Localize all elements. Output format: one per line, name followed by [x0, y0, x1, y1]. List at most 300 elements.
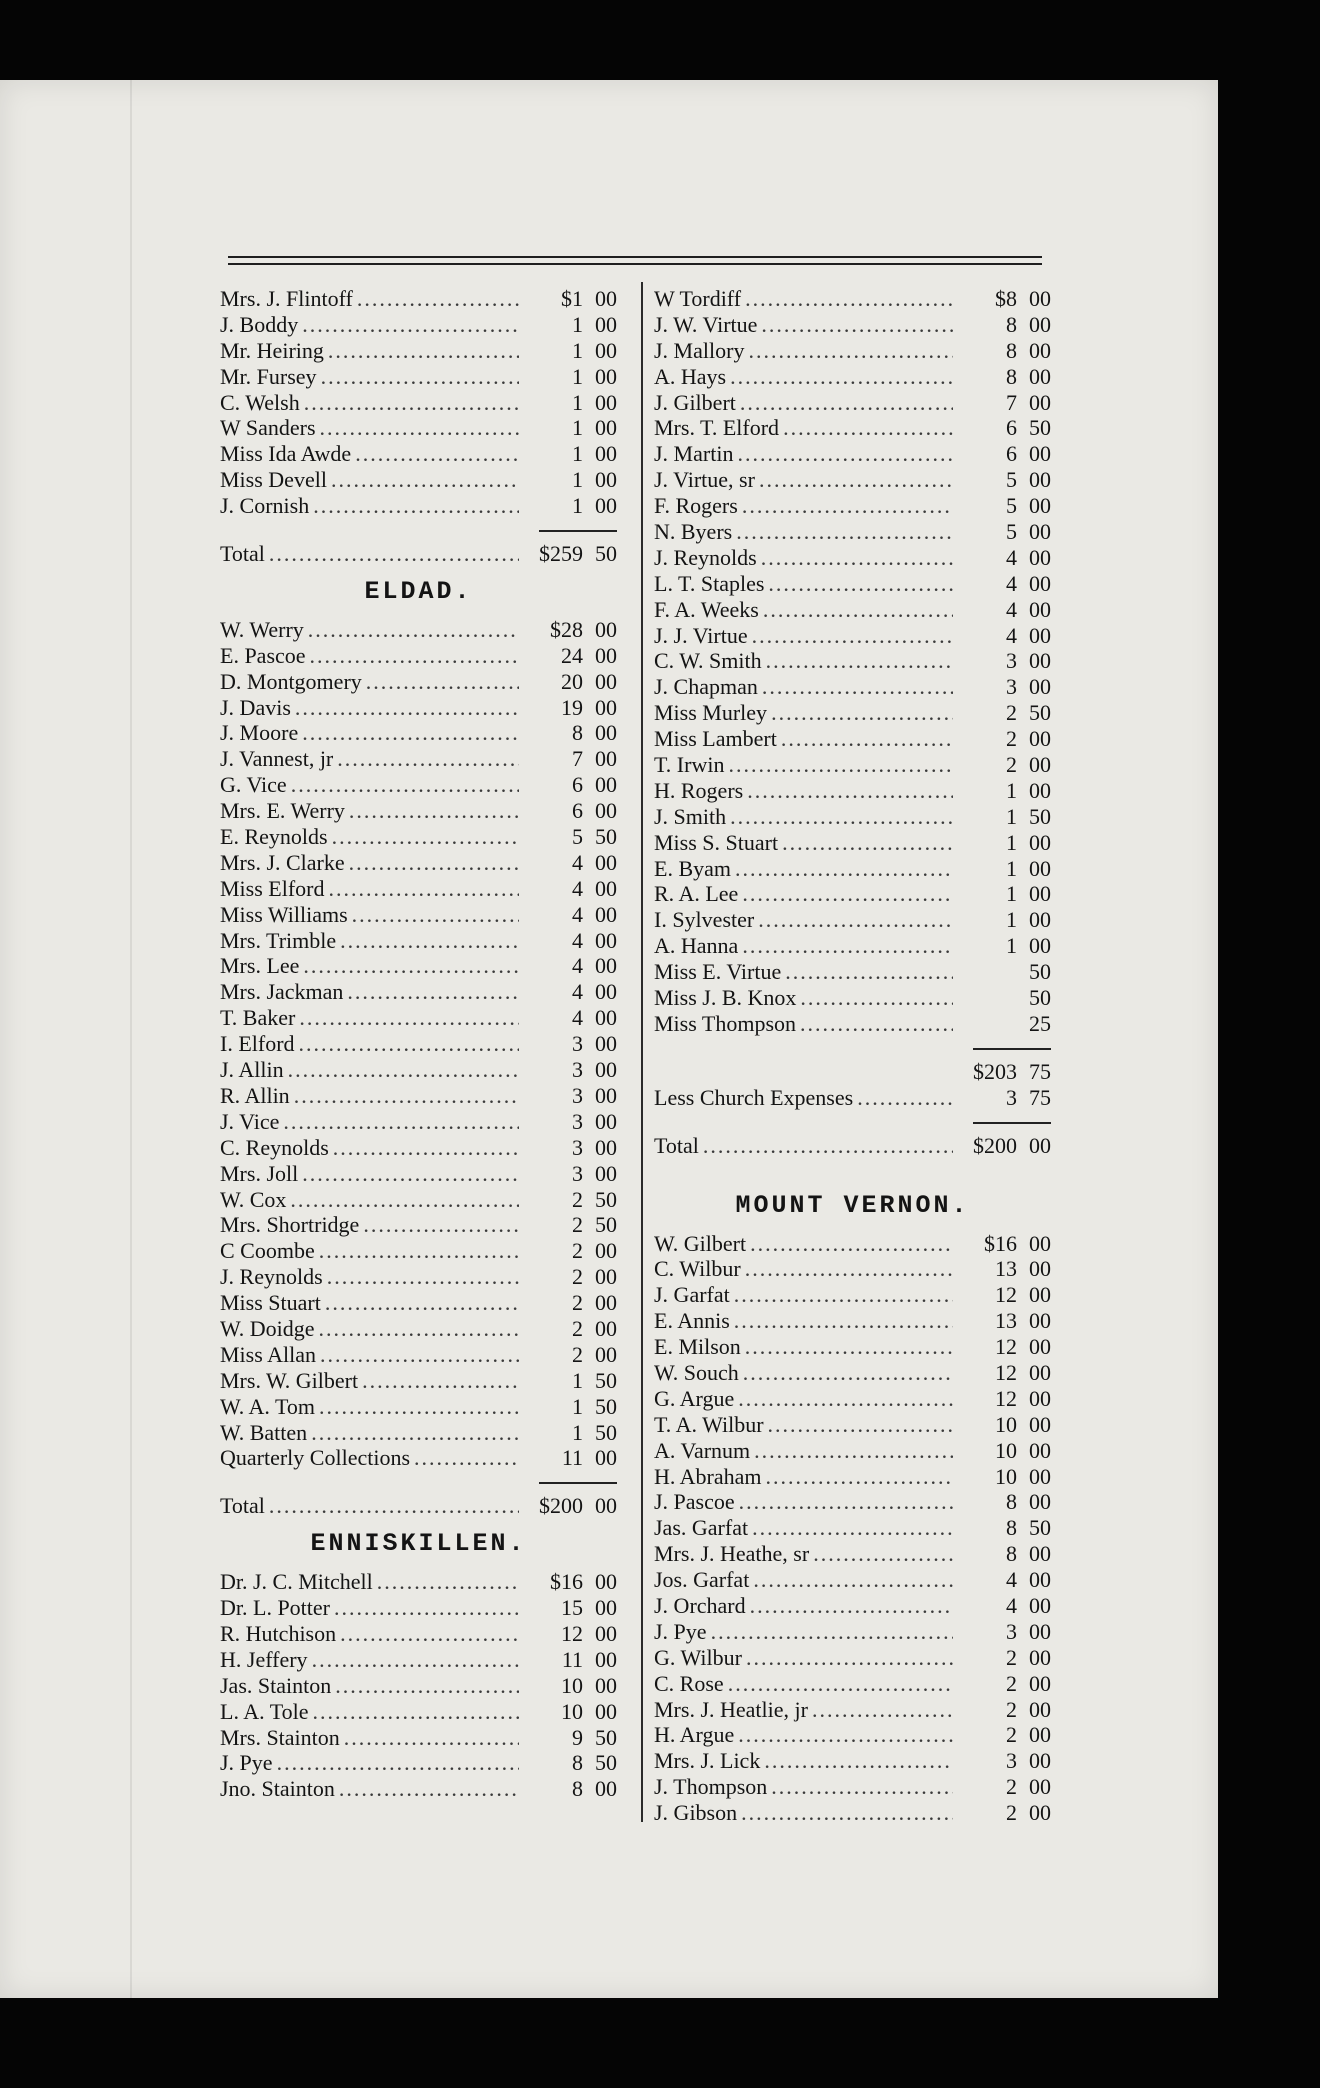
dot-leader: [759, 467, 953, 493]
amount-cents: 00: [1029, 674, 1051, 700]
subscriber-row: [654, 1541, 1051, 1567]
subscriber-name: W. Werry: [220, 616, 304, 642]
amount-cents: 00: [595, 286, 617, 311]
dot-leader: [321, 364, 519, 390]
amount-cents: 00: [1029, 1541, 1051, 1567]
amount-dollars: 4: [1006, 1592, 1017, 1618]
amount-dollars: 10: [995, 1437, 1017, 1463]
dot-leader: [745, 286, 953, 312]
dot-leader: [355, 441, 519, 467]
amount-dollars: 15: [561, 1595, 583, 1621]
subscriber-row: [220, 1083, 617, 1109]
subscriber-name: Mrs. W. Gilbert: [220, 1367, 359, 1393]
dot-leader: [783, 415, 953, 441]
dot-leader: [747, 778, 953, 804]
total-row: [220, 1493, 617, 1519]
subtotal-dollars: $203: [973, 1058, 1017, 1084]
subscriber-row: [654, 674, 1051, 700]
dot-leader: [766, 648, 953, 674]
amount-dollars: 7: [1006, 389, 1017, 415]
amount-cents: 00: [1029, 467, 1051, 493]
dot-leader: [283, 1109, 519, 1135]
dot-leader: [357, 286, 519, 312]
dot-leader: [730, 364, 953, 390]
amount-dollars: 19: [561, 694, 583, 720]
subscriber-name: J. Chapman: [654, 674, 758, 700]
dot-leader: [340, 928, 519, 954]
subscriber-row: [654, 623, 1051, 649]
amount-cents: 00: [595, 1315, 617, 1341]
dot-leader: [308, 617, 519, 643]
subscriber-row: [220, 1647, 617, 1673]
amount-dollars: 2: [572, 1186, 583, 1212]
amount-cents: 00: [595, 798, 617, 824]
subscriber-row: [220, 1057, 617, 1083]
dot-leader: [311, 1420, 519, 1446]
amount-dollars: 12: [995, 1385, 1017, 1411]
dot-leader: [333, 1135, 519, 1161]
dot-leader: [766, 1464, 953, 1490]
subscriber-name: J. Thompson: [654, 1774, 768, 1800]
amount-cents: 00: [1029, 1618, 1051, 1644]
amount-dollars: 2: [1006, 752, 1017, 778]
subscriber-name: Miss S. Stuart: [654, 829, 779, 855]
amount-cents: 00: [595, 927, 617, 953]
amount-cents: 00: [1029, 726, 1051, 752]
amount-cents: 00: [1029, 1670, 1051, 1696]
subscriber-row: [654, 1593, 1051, 1619]
subscriber-row: [654, 726, 1051, 752]
dot-leader: [703, 1133, 953, 1159]
subscriber-name: J. Vannest, jr: [220, 746, 334, 772]
dot-leader: [269, 1493, 519, 1519]
dot-leader: [302, 720, 519, 746]
subscriber-row: [220, 1212, 617, 1238]
dot-leader: [764, 1748, 953, 1774]
subscriber-name: Miss Lambert: [654, 726, 777, 752]
subscriber-name: Miss E. Virtue: [654, 959, 782, 985]
amount-cents: 00: [595, 616, 617, 642]
subscriber-name: W. Gilbert: [654, 1230, 747, 1256]
amount-cents: 50: [595, 1212, 617, 1238]
amount-cents: 00: [1029, 1308, 1051, 1334]
amount-dollars: $16: [550, 1569, 583, 1595]
subscriber-row: [654, 286, 1051, 312]
subscriber-name: J. Gilbert: [654, 389, 736, 415]
amount-dollars: 5: [1006, 519, 1017, 545]
amount-dollars: 4: [1006, 596, 1017, 622]
dot-leader: [750, 1231, 953, 1257]
dot-leader: [310, 643, 519, 669]
subscriber-name: J. Moore: [220, 720, 299, 746]
amount-cents: 00: [595, 363, 617, 389]
amount-cents: 00: [595, 1134, 617, 1160]
subscriber-row: [220, 1187, 617, 1213]
amount-dollars: 4: [1006, 1567, 1017, 1593]
subscriber-row: [220, 1621, 617, 1647]
dot-leader: [319, 1394, 519, 1420]
amount-cents: 00: [1029, 1489, 1051, 1515]
subscriber-name: Mrs. Lee: [220, 953, 300, 979]
dot-leader: [857, 1085, 953, 1111]
amount-cents: 00: [1029, 363, 1051, 389]
subscriber-row: [220, 772, 617, 798]
column-divider: [641, 282, 643, 1822]
dot-leader: [347, 979, 519, 1005]
subscriber-name: H. Rogers: [654, 777, 744, 803]
sum-rule: [220, 519, 617, 541]
amount-dollars: 4: [1006, 544, 1017, 570]
amount-cents: 00: [595, 1445, 617, 1471]
left-column: [220, 286, 617, 1802]
dot-leader: [362, 1368, 519, 1394]
amount-dollars: 1: [1006, 829, 1017, 855]
amount-dollars: 3: [572, 1160, 583, 1186]
amount-dollars: 1: [572, 441, 583, 467]
subscriber-name: Mrs. T. Elford: [654, 415, 780, 441]
amount-dollars: 2: [572, 1264, 583, 1290]
subscriber-row: [654, 1567, 1051, 1593]
subscriber-name: W. Souch: [654, 1359, 739, 1385]
subscriber-row: [220, 493, 617, 519]
amount-cents: 00: [1029, 777, 1051, 803]
subscriber-row: [654, 1722, 1051, 1748]
subscriber-name: C. Rose: [654, 1670, 724, 1696]
amount-cents: 00: [595, 1698, 617, 1724]
amount-dollars: 4: [572, 849, 583, 875]
amount-cents: 00: [1029, 493, 1051, 519]
dot-leader: [735, 856, 953, 882]
amount-dollars: 4: [572, 953, 583, 979]
subscriber-row: [220, 720, 617, 746]
amount-dollars: 24: [561, 642, 583, 668]
subscriber-name: J. Orchard: [654, 1592, 746, 1618]
amount-cents: 00: [595, 337, 617, 363]
amount-cents: 00: [1029, 441, 1051, 467]
dot-leader: [290, 1187, 519, 1213]
subscriber-name: W. A. Tom: [220, 1393, 316, 1419]
dot-leader: [740, 390, 953, 416]
amount-dollars: 1: [572, 1393, 583, 1419]
subscriber-name: C. Welsh: [220, 389, 300, 415]
amount-dollars: 6: [572, 772, 583, 798]
amount-dollars: 2: [572, 1315, 583, 1341]
amount-dollars: 4: [572, 901, 583, 927]
dot-leader: [319, 1238, 519, 1264]
dot-leader: [812, 1697, 953, 1723]
amount-cents: 00: [1029, 1230, 1051, 1256]
subscriber-name: W Tordiff: [654, 286, 742, 311]
dot-leader: [734, 1308, 953, 1334]
subscriber-name: I. Elford: [220, 1031, 295, 1057]
subscriber-name: J. Vice: [220, 1108, 280, 1134]
amount-cents: 00: [1029, 1411, 1051, 1437]
amount-cents: 00: [1029, 907, 1051, 933]
amount-cents: 00: [595, 389, 617, 415]
amount-cents: 00: [1029, 1463, 1051, 1489]
section-heading-mount-vernon: MOUNT VERNON.: [735, 1190, 970, 1220]
amount-dollars: $16: [984, 1230, 1017, 1256]
amount-dollars: 3: [1006, 1748, 1017, 1774]
subscriber-name: E. Pascoe: [220, 642, 306, 668]
amount-cents: 00: [1029, 311, 1051, 337]
amount-dollars: 1: [572, 337, 583, 363]
expenses-dollars: 3: [1006, 1084, 1017, 1110]
amount-cents: 00: [595, 720, 617, 746]
amount-cents: 00: [595, 875, 617, 901]
subscriber-name: Miss Williams: [220, 901, 348, 927]
amount-dollars: 3: [572, 1031, 583, 1057]
dot-leader: [754, 1438, 953, 1464]
subscriber-row: [220, 312, 617, 338]
amount-dollars: $8: [995, 286, 1017, 311]
subscriber-row: [654, 1619, 1051, 1645]
amount-dollars: 2: [1006, 1800, 1017, 1826]
total-cents: 00: [1029, 1132, 1051, 1158]
dot-leader: [340, 1621, 519, 1647]
amount-dollars: 6: [1006, 415, 1017, 441]
amount-dollars: 6: [1006, 441, 1017, 467]
amount-dollars: 3: [572, 1108, 583, 1134]
dot-leader: [728, 1671, 953, 1697]
dot-leader: [325, 1290, 519, 1316]
amount-dollars: $28: [550, 616, 583, 642]
amount-dollars: 2: [1006, 1670, 1017, 1696]
amount-cents: 50: [1029, 803, 1051, 829]
amount-dollars: 1: [1006, 777, 1017, 803]
subscriber-name: I. Sylvester: [654, 907, 755, 933]
amount-dollars: 3: [1006, 674, 1017, 700]
dot-leader: [768, 1412, 953, 1438]
amount-dollars: 12: [995, 1334, 1017, 1360]
dot-leader: [785, 959, 953, 985]
subscriber-row: [220, 1368, 617, 1394]
subscription-list: [654, 1231, 1051, 1826]
sum-rule: [220, 1471, 617, 1493]
subscriber-name: G. Vice: [220, 772, 287, 798]
total-row: [220, 541, 617, 567]
dot-leader: [743, 1360, 953, 1386]
subscriber-row: [220, 1776, 617, 1802]
amount-cents: 00: [1029, 855, 1051, 881]
subscriber-name: W. Doidge: [220, 1315, 315, 1341]
subscriber-row: [220, 1290, 617, 1316]
dot-leader: [752, 623, 953, 649]
amount-cents: 00: [595, 1595, 617, 1621]
dot-leader: [304, 390, 519, 416]
subscriber-name: J. Gibson: [654, 1800, 738, 1826]
dot-leader: [800, 1011, 953, 1037]
subscriber-name: J. Cornish: [220, 493, 310, 519]
amount-cents: 00: [595, 467, 617, 493]
dot-leader: [800, 985, 953, 1011]
subscriber-name: F. A. Weeks: [654, 596, 759, 622]
dot-leader: [734, 1282, 953, 1308]
subscriber-row: [220, 467, 617, 493]
subscriber-name: D. Montgomery: [220, 668, 362, 694]
amount-cents: 00: [1029, 570, 1051, 596]
amount-dollars: 1: [572, 311, 583, 337]
top-double-rule: [228, 256, 1042, 258]
subscriber-name: A. Varnum: [654, 1437, 751, 1463]
subscriber-row: [654, 959, 1051, 985]
subscriber-name: Miss Murley: [654, 700, 768, 726]
subscriber-row: [220, 746, 617, 772]
amount-dollars: 8: [1006, 363, 1017, 389]
dot-leader: [277, 1750, 519, 1776]
dot-leader: [349, 798, 519, 824]
subscriber-name: Mrs. J. Lick: [654, 1748, 761, 1774]
subscriber-row: [654, 415, 1051, 441]
amount-dollars: 6: [572, 798, 583, 824]
subscriber-row: [220, 1445, 617, 1471]
dot-leader: [771, 700, 953, 726]
dot-leader: [771, 1774, 953, 1800]
subscriber-name: Mrs. J. Heathe, sr: [654, 1541, 810, 1567]
amount-dollars: 2: [1006, 1696, 1017, 1722]
subscriber-name: Miss Ida Awde: [220, 441, 352, 467]
subscriber-row: [220, 1595, 617, 1621]
amount-cents: 00: [1029, 1722, 1051, 1748]
amount-cents: 00: [595, 415, 617, 441]
amount-dollars: 8: [572, 1776, 583, 1802]
amount-cents: 00: [1029, 596, 1051, 622]
subscriber-row: [654, 1231, 1051, 1257]
subscriber-row: [654, 933, 1051, 959]
amount-cents: 00: [595, 311, 617, 337]
amount-cents: 00: [595, 979, 617, 1005]
subscriber-name: R. Allin: [220, 1082, 290, 1108]
dot-leader: [303, 953, 519, 979]
subscriber-row: [220, 1109, 617, 1135]
amount-dollars: 2: [1006, 1774, 1017, 1800]
subscriber-name: W. Batten: [220, 1419, 308, 1445]
amount-cents: 00: [1029, 1437, 1051, 1463]
amount-cents: 00: [595, 1031, 617, 1057]
subscriber-name: Jno. Stainton: [220, 1776, 335, 1802]
subscriber-name: Miss Devell: [220, 467, 327, 493]
dot-leader: [328, 338, 519, 364]
subscriber-name: Quarterly Collections: [220, 1445, 411, 1471]
dot-leader: [753, 1567, 953, 1593]
subscriber-row: [654, 830, 1051, 856]
subscriber-row: [654, 1360, 1051, 1386]
subscriber-name: L. T. Staples: [654, 570, 765, 596]
amount-cents: 00: [1029, 1774, 1051, 1800]
subscriber-row: [220, 1725, 617, 1751]
subscriber-row: [220, 695, 617, 721]
amount-dollars: 4: [572, 927, 583, 953]
subscriber-name: F. Rogers: [654, 493, 738, 519]
subscriber-row: [220, 643, 617, 669]
dot-leader: [352, 902, 519, 928]
amount-dollars: 11: [561, 1646, 583, 1672]
amount-dollars: 2: [572, 1212, 583, 1238]
subscriber-name: Miss Thompson: [654, 1010, 797, 1036]
subscriber-name: T. Irwin: [654, 752, 725, 778]
subscriber-row: [654, 519, 1051, 545]
subscriber-row: [654, 1412, 1051, 1438]
amount-dollars: 10: [995, 1463, 1017, 1489]
dot-leader: [761, 545, 953, 571]
subscriber-name: Dr. L. Potter: [220, 1595, 330, 1621]
subscriber-row: [654, 597, 1051, 623]
amount-cents: 00: [1029, 519, 1051, 545]
amount-cents: 50: [1029, 985, 1051, 1011]
amount-dollars: 10: [561, 1672, 583, 1698]
dot-leader: [711, 1619, 953, 1645]
amount-dollars: 1: [572, 389, 583, 415]
amount-dollars: 12: [561, 1620, 583, 1646]
subscriber-name: Mrs. Trimble: [220, 927, 337, 953]
dot-leader: [288, 1057, 519, 1083]
subscriber-name: Jas. Garfat: [654, 1515, 749, 1541]
subscriber-row: [220, 876, 617, 902]
subscriber-name: J. Davis: [220, 694, 291, 720]
amount-cents: 00: [1029, 1748, 1051, 1774]
total-dollars: $200: [539, 1493, 583, 1519]
amount-dollars: 8: [1006, 1541, 1017, 1567]
subscriber-name: Miss Stuart: [220, 1290, 321, 1316]
amount-cents: 00: [1029, 881, 1051, 907]
amount-dollars: 1: [572, 415, 583, 441]
dot-leader: [728, 752, 953, 778]
amount-cents: 00: [595, 1341, 617, 1367]
top-double-rule: [228, 263, 1042, 265]
amount-cents: 00: [595, 1776, 617, 1802]
dot-leader: [313, 1699, 520, 1725]
dot-leader: [738, 1722, 953, 1748]
dot-leader: [813, 1541, 953, 1567]
amount-cents: 00: [1029, 1696, 1051, 1722]
dot-leader: [344, 1725, 519, 1751]
subscriber-name: J. Allin: [220, 1057, 284, 1083]
dot-leader: [741, 1800, 953, 1826]
amount-cents: 00: [1029, 389, 1051, 415]
subscriber-name: L. A. Tole: [220, 1698, 309, 1724]
dot-leader: [742, 933, 953, 959]
amount-dollars: 4: [1006, 570, 1017, 596]
subscriber-row: [654, 804, 1051, 830]
dot-leader: [730, 804, 953, 830]
subscriber-row: [220, 1161, 617, 1187]
amount-cents: 00: [1029, 1385, 1051, 1411]
subscriber-name: W. Cox: [220, 1186, 287, 1212]
subscriber-name: J. Boddy: [220, 311, 299, 337]
subscriber-name: J. W. Virtue: [654, 311, 758, 337]
amount-dollars: 2: [1006, 700, 1017, 726]
amount-dollars: 8: [1006, 337, 1017, 363]
subscriber-name: H. Argue: [654, 1722, 735, 1748]
amount-cents: 00: [595, 849, 617, 875]
subscriber-name: J. Mallory: [654, 337, 745, 363]
subscriber-name: E. Milson: [654, 1334, 741, 1360]
subscriber-row: [220, 953, 617, 979]
subscriber-row: [654, 364, 1051, 390]
subscriber-row: [654, 1308, 1051, 1334]
dot-leader: [320, 1342, 519, 1368]
subscriber-row: [220, 669, 617, 695]
amount-dollars: 9: [572, 1724, 583, 1750]
dot-leader: [737, 441, 953, 467]
subscriber-row: [220, 1569, 617, 1595]
amount-dollars: 2: [572, 1341, 583, 1367]
subscriber-name: C. W. Smith: [654, 648, 762, 674]
amount-cents: 50: [595, 1367, 617, 1393]
subscriber-row: [654, 571, 1051, 597]
subscriber-name: R. A. Lee: [654, 881, 739, 907]
dot-leader: [745, 1334, 953, 1360]
